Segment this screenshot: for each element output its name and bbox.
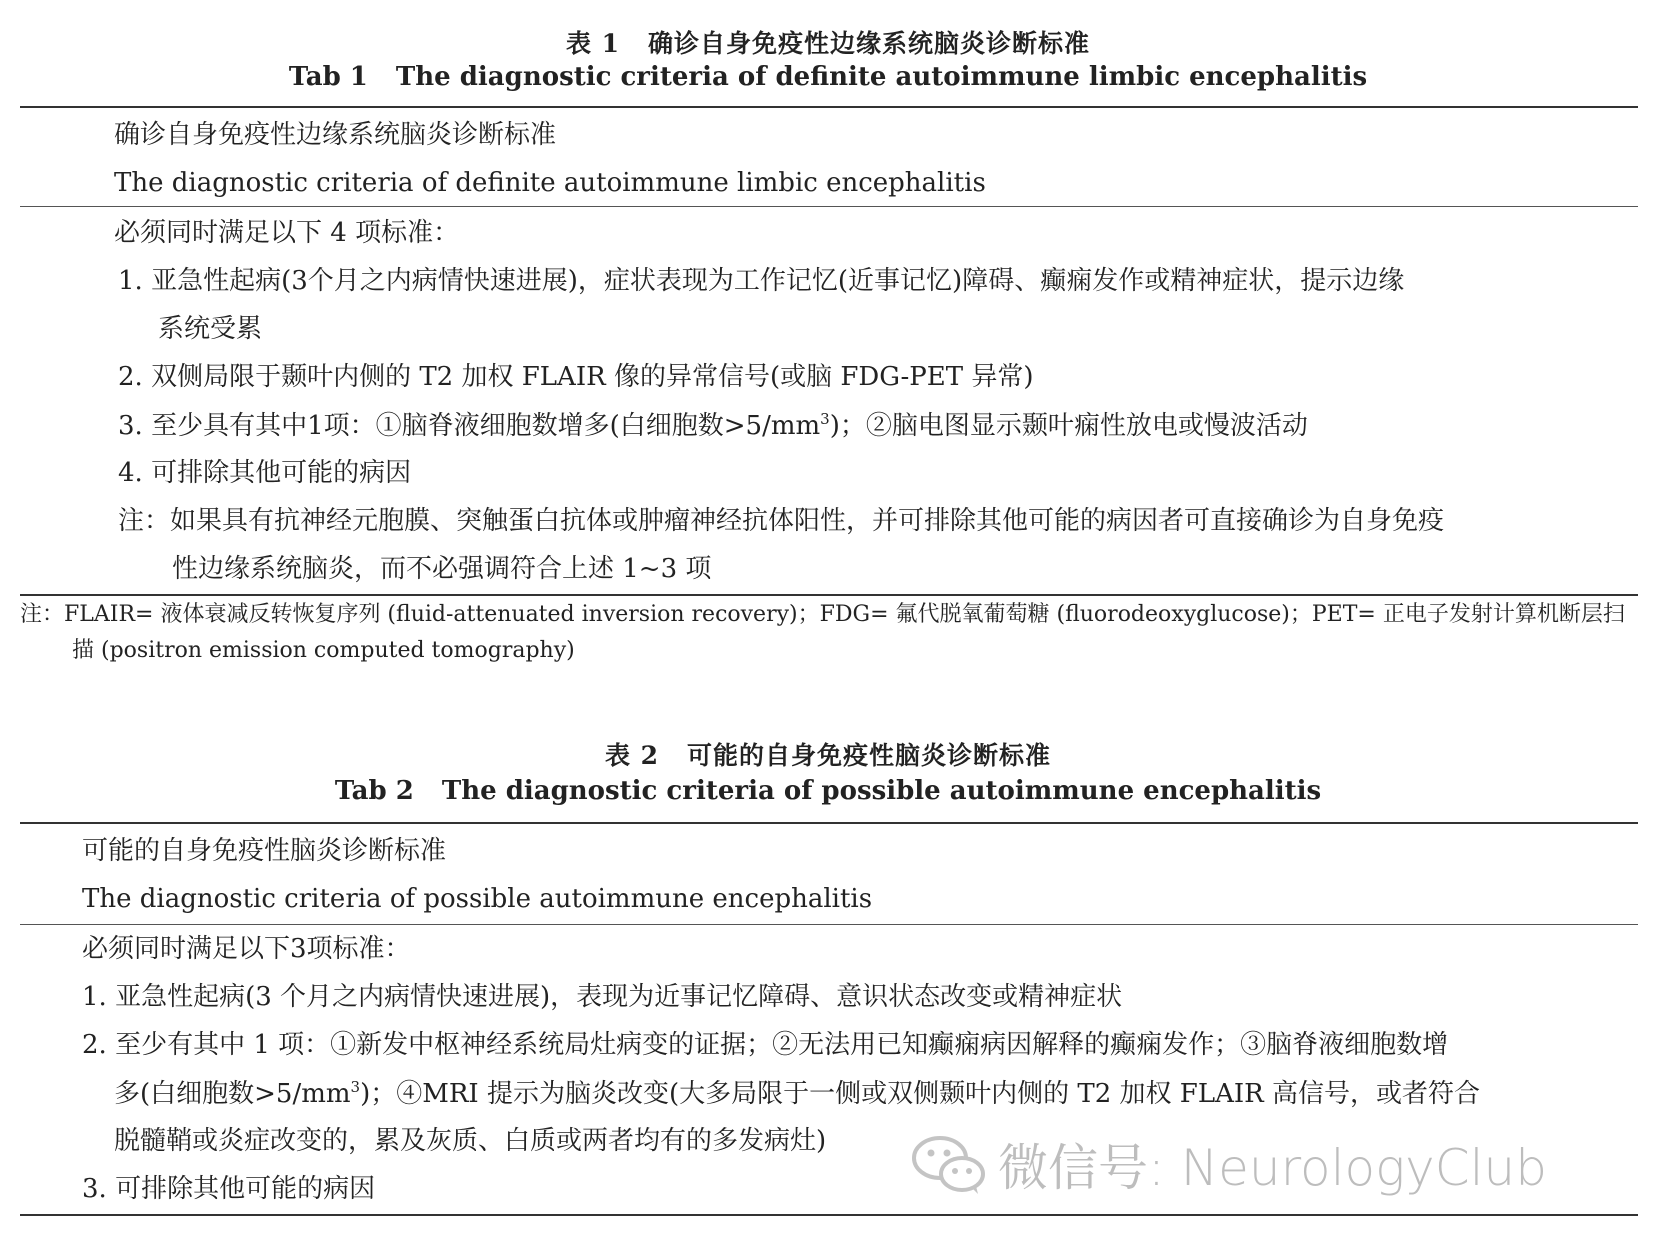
- table2-top-rule: [20, 822, 1638, 824]
- table2-item2-text-b: )；④MRI 提示为脑炎改变(大多局限于一侧或双侧颞叶内侧的 T2 加权 FLAIR 高信号，或者符合: [360, 1079, 1480, 1109]
- table1-item3-text-a: 3. 至少具有其中1项：①脑脊液细胞数增多(白细胞数>5/mm: [118, 411, 821, 441]
- table2-caption-en: [0, 776, 1656, 806]
- table2-header-en: The diagnostic criteria of possible autoimmune encephalitis: [82, 884, 873, 914]
- table1-bottom-rule: [20, 594, 1638, 596]
- table1-item4: 4. 可排除其他可能的病因: [118, 458, 412, 488]
- table1-note-line1: 注：如果具有抗神经元胞膜、突触蛋白抗体或肿瘤神经抗体阳性，并可排除其他可能的病因者可直接确诊为自身免疫: [118, 506, 1445, 536]
- table2-item1: 1. 亚急性起病(3 个月之内病情快速进展)，表现为近事记忆障碍、意识状态改变或精神症状: [82, 982, 1123, 1012]
- table2-header-zh: 可能的自身免疫性脑炎诊断标准: [82, 836, 447, 866]
- table1-caption-en: [0, 62, 1656, 92]
- table1-caption-zh-title: 确诊自身免疫性边缘系统脑炎诊断标准: [648, 29, 1091, 58]
- table1-header-en: The diagnostic criteria of definite autoimmune limbic encephalitis: [114, 168, 986, 198]
- table2-intro: 必须同时满足以下3项标准：: [82, 934, 411, 964]
- table1-item3-text-b: )；②脑电图显示颞叶痫性放电或慢波活动: [829, 411, 1308, 441]
- table1-item1-line1: 1. 亚急性起病(3个月之内病情快速进展)，症状表现为工作记忆(近事记忆)障碍、癫痫发作或精神症状，提示边缘: [118, 266, 1405, 296]
- table2-caption-en-title: The diagnostic criteria of possible autoimmune encephalitis: [441, 776, 1322, 806]
- table1-footnote-line2: 描 (positron emission computed tomography): [72, 638, 575, 663]
- table1-header-zh: 确诊自身免疫性边缘系统脑炎诊断标准: [114, 120, 557, 150]
- table2-bottom-rule: [20, 1214, 1638, 1216]
- table2-item3: 3. 可排除其他可能的病因: [82, 1174, 376, 1204]
- table2-item2-line1: 2. 至少有其中 1 项：①新发中枢神经系统局灶病变的证据；②无法用已知癫痫病因解释的癫痫发作；③脑脊液细胞数增: [82, 1030, 1449, 1060]
- wechat-icon: [910, 1132, 990, 1196]
- table2-caption-zh-number: 表 2: [604, 741, 660, 770]
- table2-item2-line3: 脱髓鞘或炎症改变的，累及灰质、白质或两者均有的多发病灶): [114, 1126, 827, 1156]
- table2-item2-line2: [114, 1080, 1480, 1107]
- table2-mid-rule: [20, 924, 1638, 925]
- table1-caption-zh-number: 表 1: [565, 29, 621, 58]
- watermark: [910, 1132, 1547, 1196]
- table1-item3-superscript: 3: [820, 410, 830, 428]
- table1-caption-zh: [0, 24, 1656, 60]
- table2-caption-zh: [0, 736, 1656, 772]
- watermark-text: 微信号: NeurologyClub: [998, 1139, 1547, 1197]
- table1-caption-en-title: The diagnostic criteria of definite autoimmune limbic encephalitis: [395, 62, 1368, 92]
- table1-intro: 必须同时满足以下 4 项标准：: [114, 218, 460, 248]
- table1-caption-en-number: Tab 1: [288, 62, 368, 92]
- table1-item1-line2: 系统受累: [158, 314, 263, 344]
- table1-item3: [118, 412, 1308, 439]
- table1-top-rule: [20, 106, 1638, 108]
- table2-item2-superscript: 3: [350, 1078, 361, 1096]
- table1-mid-rule: [20, 206, 1638, 207]
- table2-item2-text-a: 多(白细胞数>5/mm: [114, 1079, 351, 1109]
- table1-footnote-line1: 注：FLAIR= 液体衰减反转恢复序列 (fluid-attenuated inversion recovery)；FDG= 氟代脱氧葡萄糖 (fluorodeoxyglucose)；PET= 正电子发射计算机断层扫: [20, 602, 1625, 627]
- table2-caption-zh-title: 可能的自身免疫性脑炎诊断标准: [687, 741, 1052, 770]
- table1-item2: 2. 双侧局限于颞叶内侧的 T2 加权 FLAIR 像的异常信号(或脑 FDG-PET 异常): [118, 362, 1034, 392]
- table2-caption-en-number: Tab 2: [334, 776, 414, 806]
- table1-note-line2: 性边缘系统脑炎，而不必强调符合上述 1~3 项: [172, 554, 712, 584]
